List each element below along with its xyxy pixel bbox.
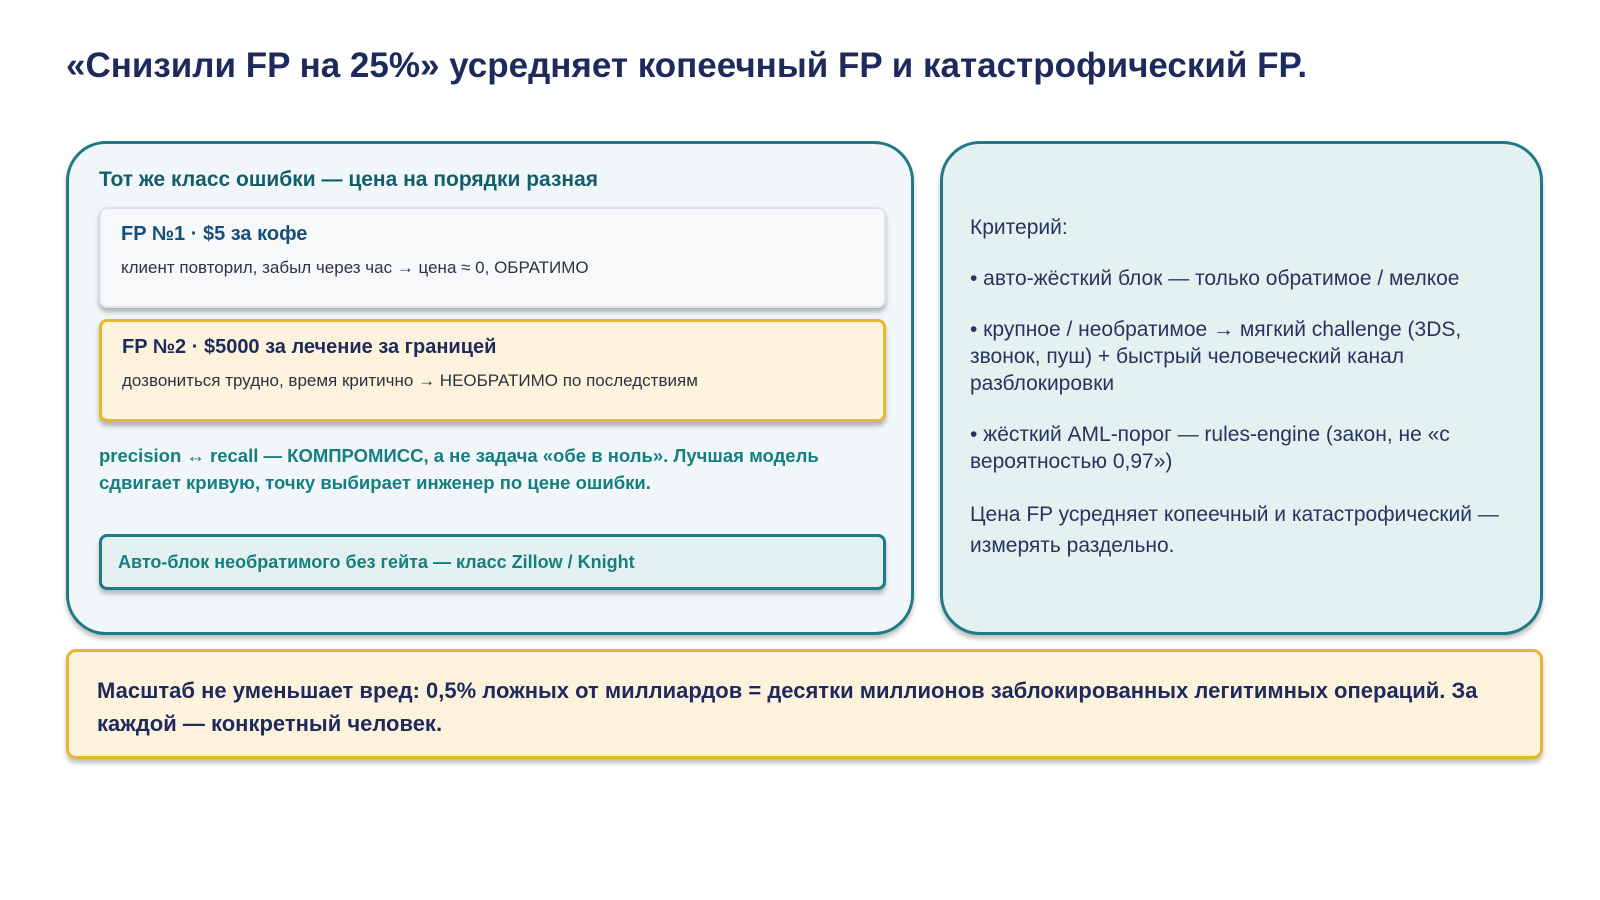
criteria-bullet-2: • крупное / необратимое → мягкий challenge (3DS, звонок, пуш) + быстрый человеческий канал разблокировки — [970, 318, 1462, 395]
fp-card-1-description: клиент повторил, забыл через час → цена ≈ 0, ОБРАТИМО — [121, 258, 589, 277]
tradeoff-note: precision ↔ recall — КОМПРОМИСС, а не задача «обе в ноль». Лучшая модель сдвигает кривую, точку выбирает инженер по цене ошибки. — [99, 445, 819, 493]
fp-card-2-title: FP №2 · $5000 за лечение за границей — [122, 336, 497, 358]
scale-banner-text: Масштаб не уменьшает вред: 0,5% ложных от миллиардов = десятки миллионов заблокированных легитимных операций. За каждой — конкретный человек. — [97, 678, 1478, 736]
scale-banner — [66, 649, 1543, 759]
warning-callout-text: Авто-блок необратимого без гейта — класс Zillow / Knight — [118, 551, 635, 572]
criteria-bullet-3: • жёсткий AML-порог — rules-engine (закон, не «с вероятностью 0,97») — [970, 423, 1450, 473]
left-panel-heading: Тот же класс ошибки — цена на порядки разная — [99, 168, 599, 191]
warning-callout — [99, 534, 886, 590]
criteria-bullet-1: • авто-жёсткий блок — только обратимое / мелкое — [970, 267, 1460, 290]
fp-card-2 — [99, 319, 886, 422]
criteria-list — [970, 214, 1510, 585]
slide-title: «Снизили FP на 25%» усредняет копеечный FP и катастрофический FP. — [66, 46, 1308, 85]
fp-card-1 — [99, 207, 886, 308]
fp-card-1-title: FP №1 · $5 за кофе — [121, 223, 308, 245]
criteria-summary: Цена FP усредняет копеечный и катастрофический — измерять раздельно. — [970, 503, 1499, 557]
left-panel — [66, 141, 914, 635]
right-panel — [940, 141, 1543, 635]
fp-card-2-description: дозвониться трудно, время критично → НЕОБРАТИМО по последствиям — [122, 371, 698, 390]
criteria-lead: Критерий: — [970, 216, 1068, 239]
